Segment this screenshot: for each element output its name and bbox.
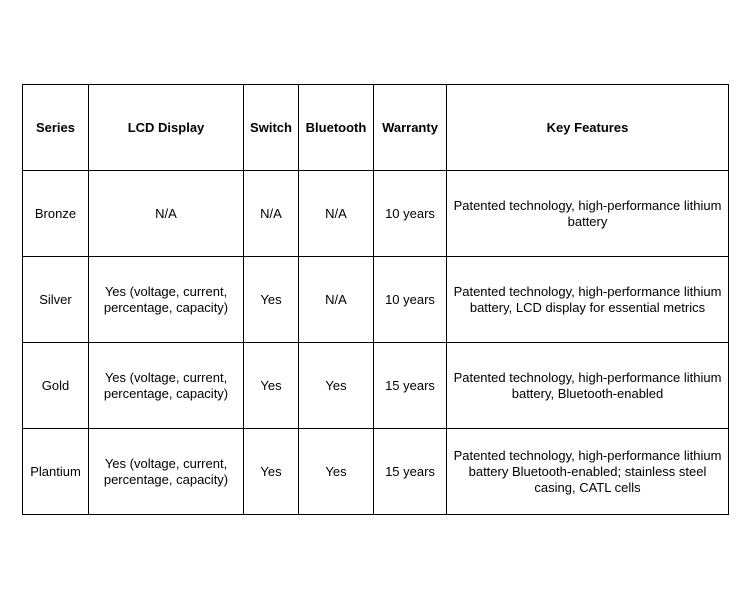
cell-bluetooth: N/A (299, 257, 374, 343)
cell-warranty: 10 years (374, 257, 447, 343)
cell-warranty: 15 years (374, 429, 447, 515)
header-row (23, 85, 729, 171)
cell-series: Gold (23, 343, 89, 429)
cell-bluetooth: Yes (299, 429, 374, 515)
table-row-silver (23, 257, 729, 343)
table-row-plantium (23, 429, 729, 515)
cell-bluetooth: N/A (299, 171, 374, 257)
cell-switch: Yes (244, 343, 299, 429)
comparison-table (22, 84, 729, 515)
table-row-gold (23, 343, 729, 429)
cell-bluetooth: Yes (299, 343, 374, 429)
cell-lcd-display: Yes (voltage, current, percentage, capacity) (89, 429, 244, 515)
cell-lcd-display: Yes (voltage, current, percentage, capacity) (89, 257, 244, 343)
cell-key-features: Patented technology, high-performance lithium battery (447, 171, 729, 257)
cell-series: Bronze (23, 171, 89, 257)
header-lcd-display: LCD Display (89, 85, 244, 171)
header-bluetooth: Bluetooth (299, 85, 374, 171)
cell-series: Silver (23, 257, 89, 343)
cell-lcd-display: N/A (89, 171, 244, 257)
header-key-features: Key Features (447, 85, 729, 171)
header-switch: Switch (244, 85, 299, 171)
table-row-bronze (23, 171, 729, 257)
cell-switch: Yes (244, 257, 299, 343)
cell-warranty: 10 years (374, 171, 447, 257)
cell-series: Plantium (23, 429, 89, 515)
cell-key-features: Patented technology, high-performance lithium battery, Bluetooth-enabled (447, 343, 729, 429)
cell-lcd-display: Yes (voltage, current, percentage, capacity) (89, 343, 244, 429)
header-series: Series (23, 85, 89, 171)
header-warranty: Warranty (374, 85, 447, 171)
cell-key-features: Patented technology, high-performance lithium battery, LCD display for essential metrics (447, 257, 729, 343)
cell-switch: N/A (244, 171, 299, 257)
cell-warranty: 15 years (374, 343, 447, 429)
cell-key-features: Patented technology, high-performance lithium battery Bluetooth-enabled; stainless steel casing, CATL cells (447, 429, 729, 515)
cell-switch: Yes (244, 429, 299, 515)
